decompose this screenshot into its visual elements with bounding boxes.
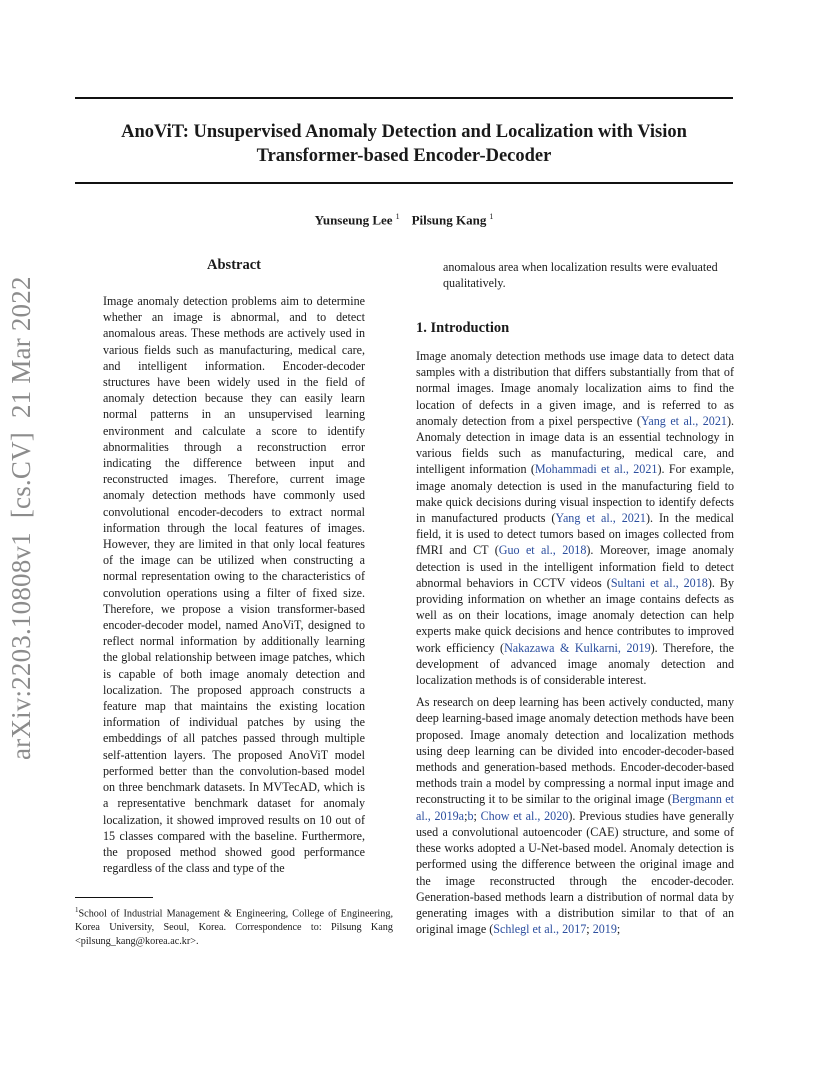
citation-link[interactable]: Sultani et al., 2018 bbox=[610, 575, 708, 590]
citation-link[interactable]: Mohammadi et al., 2021 bbox=[534, 462, 658, 477]
paper-title bbox=[75, 120, 733, 168]
title-line-1: AnoViT: Unsupervised Anomaly Detection and Localization with Vision bbox=[121, 122, 687, 142]
citation-link[interactable]: Chow et al., 2020 bbox=[480, 808, 569, 823]
footnote-rule bbox=[75, 897, 153, 898]
arxiv-watermark bbox=[4, 276, 38, 760]
text-run: ). In the medical field, it is used to detect tumors based on images collected from fMRI and CT ( bbox=[416, 511, 734, 558]
abstract-text: Image anomaly detection problems aim to determine whether an image is abnormal, and to detect anomalous areas. These methods are actively used in various fields such as manufacturing, medical care, and intelligent information. Encoder-decoder structures have been widely used in the field of anomaly detection because they can easily learn normal patterns in an unsupervised learning environment and calculate a score to identify abnormalities through a reconstruction error indicating the difference between input and reconstructed images. Therefore, current image anomaly detection methods have commonly used convolutional encoder-decoders to extract normal information through the local features of images. However, they are limited in that only local features of the image can be utilized when constructing a normal representation owing to the characteristics of convolution operations using a filter of fixed size. Therefore, we propose a vision transformer-based encoder-decoder model, named AnoViT, designed to reflect normal information by additionally learning the global relationship between image patches, which is capable of both image anomaly detection and localization. The proposed approach constructs a feature map that maintains the existing location information of individual patches by using the embeddings of all patches passed through multiple self-attention layers. The proposed AnoViT model performed better than the convolution-based model on three benchmark datasets. In MVTecAD, which is a representative benchmark dataset for anomaly localization, it showed improved results on 10 out of 15 classes compared with the baseline. Furthermore, the proposed method showed good performance regardless of the class and type of the bbox=[103, 294, 365, 876]
abstract-heading: Abstract bbox=[207, 257, 261, 273]
author-name: Pilsung Kang bbox=[411, 212, 487, 228]
author-list bbox=[75, 212, 733, 228]
text-run: ). Therefore, the development of advanced image anomaly detection and localization methods is of considerable interest. bbox=[416, 640, 735, 688]
author-affiliation-mark: 1 bbox=[395, 212, 400, 221]
author-name: Yunseung Lee bbox=[314, 212, 393, 228]
citation-link[interactable]: Nakazawa & Kulkarni, 2019 bbox=[504, 640, 651, 655]
text-run: ). By providing information on whether an image contains defects as well as on their locations, image anomaly detection can help experts make quick decisions and hence contributes to improved work efficiency ( bbox=[416, 575, 735, 655]
citation-link[interactable]: Yang et al., 2021 bbox=[640, 413, 727, 428]
text-run: ). Moreover, image anomaly detection is used in the intelligent information field to detect abnormal behaviors in CCTV videos ( bbox=[416, 543, 734, 590]
text-run: ). Previous studies have generally used a convolutional autoencoder (CAE) structure, and some of these works adopted a U-Net-based model. Anomaly detection is performed using the difference between the original image and the image reconstructed through the encoder-decoder. Generation-based methods learn a distribution of normal data by generating images with a distribution similar to that of an original image ( bbox=[416, 808, 735, 937]
section-heading-introduction: 1. Introduction bbox=[416, 320, 510, 336]
arxiv-category: [cs.CV] bbox=[6, 432, 36, 519]
citation-link[interactable]: b bbox=[467, 808, 474, 823]
abstract-continuation: anomalous area when localization results were evaluated qualitatively. bbox=[443, 260, 718, 291]
paragraph bbox=[416, 694, 734, 937]
text-run: As research on deep learning has been actively conducted, many deep learning-based image anomaly detection methods have been proposed. Image anomaly detection and localization methods using deep learning can be divided into encoder-decoder-based methods and generation-based methods. Encoder-decoder-based methods train a model by compressing a normal input image and reconstructing it to be similar to the original image ( bbox=[416, 695, 734, 807]
citation-link[interactable]: Schlegl et al., 2017 bbox=[493, 922, 587, 937]
title-bottom-rule bbox=[75, 182, 733, 184]
author-affiliation-mark: 1 bbox=[489, 212, 494, 221]
title-top-rule bbox=[75, 97, 733, 99]
footnote-text: School of Industrial Management & Engineering, College of Engineering, Korea University, Seoul, Korea. Correspondence to: Pilsung Kang <pilsung_kang@korea.ac.kr>. bbox=[75, 908, 393, 948]
text-run: ; bbox=[586, 922, 593, 937]
arxiv-date: 21 Mar 2022 bbox=[6, 276, 36, 419]
citation-link[interactable]: Yang et al., 2021 bbox=[555, 511, 646, 526]
arxiv-id: arXiv:2203.10808v1 bbox=[6, 532, 36, 760]
footnote-mark: 1 bbox=[75, 906, 79, 914]
introduction-body bbox=[416, 348, 734, 937]
title-line-2: Transformer-based Encoder-Decoder bbox=[256, 146, 552, 166]
right-column bbox=[416, 348, 734, 937]
citation-link[interactable]: 2019 bbox=[592, 922, 617, 937]
text-run: Image anomaly detection methods use image data to detect data samples with a distribution that differs substantially from that of normal images. Image anomaly localization aims to find the location of defects in a given image, and is referred to as anomaly detection from a pixel perspective ( bbox=[416, 349, 734, 428]
text-run: ). Anomaly detection in image data is an essential technology in various fields such as manufacturing, medical care, and intelligent information ( bbox=[416, 413, 734, 477]
text-run: ; bbox=[464, 808, 468, 823]
footnote bbox=[75, 903, 393, 949]
citation-link[interactable]: Guo et al., 2018 bbox=[498, 543, 587, 558]
text-run: ; bbox=[473, 808, 481, 823]
text-run: ; bbox=[616, 922, 621, 937]
paragraph bbox=[416, 348, 734, 688]
citation-link[interactable]: Bergmann et al., 2019a bbox=[416, 792, 734, 823]
text-run: ). For example, image anomaly detection is used in the manufacturing field to make quick decisions during visual inspection to identify defects in manufactured products ( bbox=[416, 462, 734, 526]
